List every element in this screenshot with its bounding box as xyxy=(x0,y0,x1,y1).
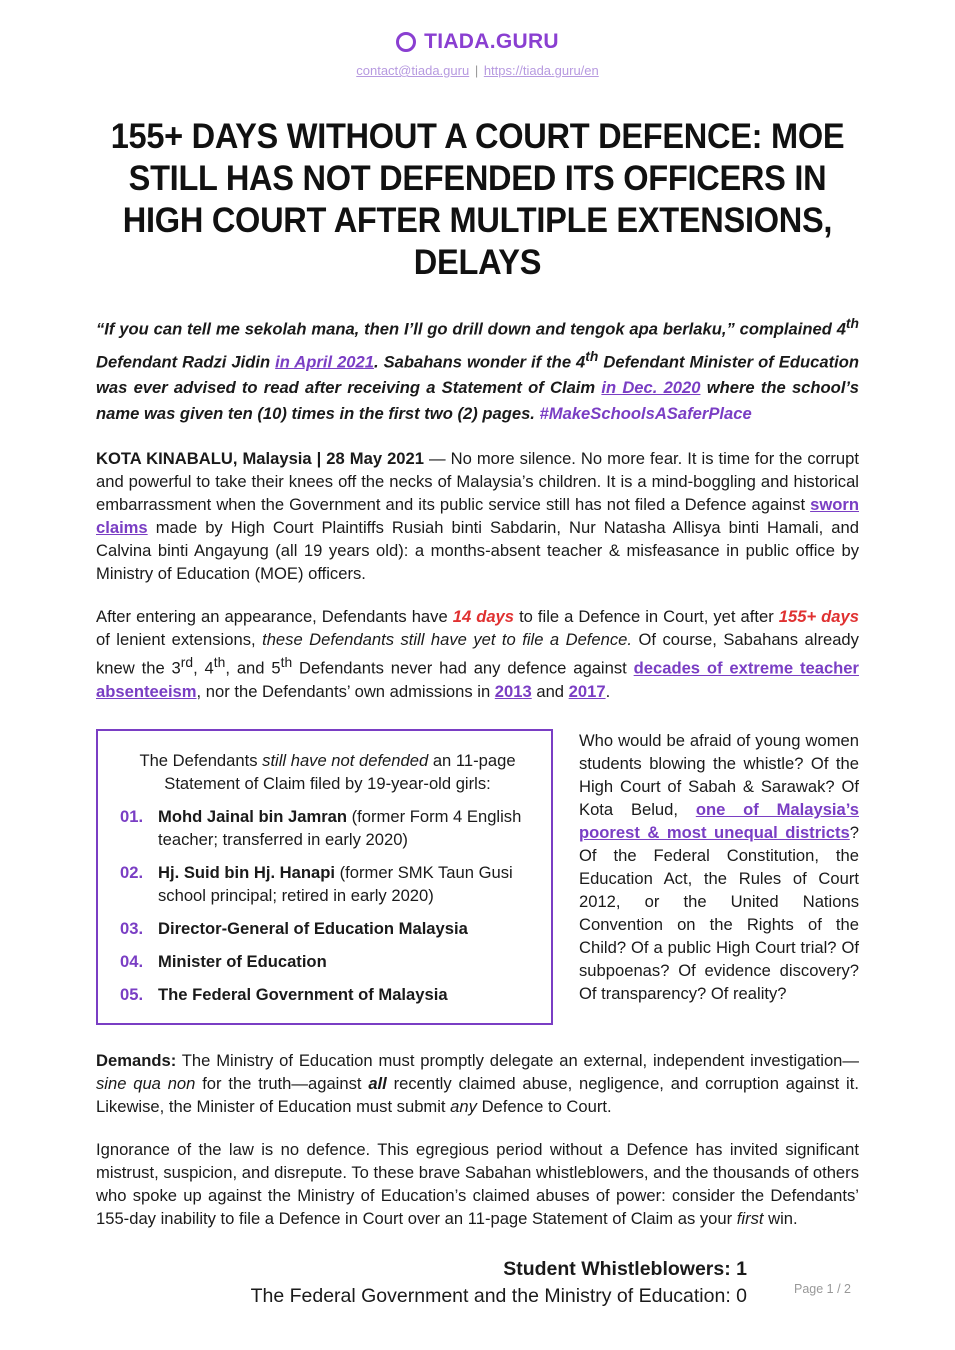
email-link[interactable]: contact@tiada.guru xyxy=(356,63,470,78)
defendant-name: Director-General of Education Malaysia xyxy=(158,918,468,938)
demands-label: Demands: xyxy=(96,1050,177,1070)
lead-quote: “If you can tell me sekolah mana, then I’ll go drill down and tengok apa berlaku,” complained xyxy=(96,319,832,339)
lead-defendant: Defendant Radzi Jidin xyxy=(96,352,271,372)
lead-mid2: Defendant Minister of Education was ever advised to read after receiving a Statement of Claim xyxy=(96,352,859,398)
dateline: KOTA KINABALU, Malaysia | 28 May 2021 xyxy=(96,449,424,469)
days-155: 155+ days xyxy=(778,607,859,627)
box-intro-a: The Defendants xyxy=(139,750,258,770)
page-title: 155+ DAYS WITHOUT A COURT DEFENCE: MOE STILL HAS NOT DEFENDED ITS OFFICERS IN HIGH COURT AFTER MULTIPLE EXTENSIONS, DELAYS xyxy=(110,117,845,282)
dec-2020-link[interactable]: in Dec. 2020 xyxy=(601,378,701,398)
list-item xyxy=(120,917,535,940)
dateline-dash: — xyxy=(423,449,451,469)
defendant-note: (former SMK Taun Gusi school principal; retired in early 2020) xyxy=(158,862,513,905)
lead-mid: . Sabahans wonder if the 4 xyxy=(374,352,586,372)
defendant-name: Hj. Suid bin Hj. Hanapi xyxy=(158,862,336,882)
p2-h: , nor the Defendants’ own admissions in xyxy=(196,681,491,701)
closing-b: win. xyxy=(768,1208,798,1228)
side-a: Who would be afraid of young women students blowing the whistle? Of the High Court of Sabah & Sarawak? Of Kota Belud, xyxy=(579,730,859,819)
closing-a: Ignorance of the law is no defence. This egregious period without a Defence has invited significant mistrust, suspicion, and disrepute. To these brave Sabahan whistleblowers, and the thousands of others who spoke up against the Ministry of Education’s claimed abuses of power: consider the Defendants’ 155-day inability to file a Defence in Court over an 11-page Statement of Claim as your xyxy=(96,1139,859,1228)
demands-paragraph xyxy=(96,1049,859,1118)
defendant-name: The Federal Government of Malaysia xyxy=(158,984,448,1004)
demands-all: all xyxy=(368,1073,387,1093)
page-header xyxy=(0,0,955,78)
website-link[interactable]: https://tiada.guru/en xyxy=(483,63,599,78)
p2-sup-rd: rd xyxy=(180,654,194,671)
demands-d: Defence to Court. xyxy=(481,1096,612,1116)
defendants-list xyxy=(120,805,535,1006)
closing-paragraph xyxy=(96,1138,859,1230)
lead-ordinal-sup: th xyxy=(845,315,859,331)
decades-absenteeism-link[interactable]: decades of extreme teacher absenteeism xyxy=(96,658,859,701)
brand-name: TIADA.GURU xyxy=(424,30,559,53)
sworn-claims-link[interactable]: sworn claims xyxy=(96,495,859,538)
lead-end: where the school’s name was given ten (10) times in the first two (2) pages. xyxy=(96,378,859,424)
p2-a: After entering an appearance, Defendants have xyxy=(96,607,448,627)
p2-period: . xyxy=(605,681,611,701)
circle-logo-icon xyxy=(396,32,416,52)
p2-sup-th2: th xyxy=(280,654,293,671)
p2-sup-th1: th xyxy=(213,654,226,671)
lead-paragraph xyxy=(96,310,859,427)
demands-any: any xyxy=(450,1096,477,1116)
list-number: 03. xyxy=(120,918,144,938)
p2-e: , 4 xyxy=(193,658,214,678)
days-14: 14 days xyxy=(452,607,515,627)
link-2017[interactable]: 2017 xyxy=(568,681,606,701)
contact-line xyxy=(0,63,955,78)
defendant-note: (former Form 4 English teacher; transferred in early 2020) xyxy=(158,806,522,849)
p2-c-italic: these Defendants still have yet to file a Defence. xyxy=(262,630,633,650)
contact-separator: | xyxy=(474,63,479,78)
list-item xyxy=(120,983,535,1006)
link-2013[interactable]: 2013 xyxy=(494,681,532,701)
p2-b: to file a Defence in Court, yet after xyxy=(519,607,774,627)
list-item xyxy=(120,861,535,907)
brand-logo[interactable] xyxy=(396,30,559,54)
defendant-name: Minister of Education xyxy=(158,951,327,971)
lead-mid-sup: th xyxy=(585,347,599,364)
p2-f: , and 5 xyxy=(225,658,281,678)
p2-c: of lenient extensions, xyxy=(96,630,256,650)
extensions-paragraph xyxy=(96,605,859,703)
kota-belud-link[interactable]: one of Malaysia’s poorest & most unequal districts xyxy=(579,799,859,842)
hashtag[interactable]: #MakeSchoolsASaferPlace xyxy=(539,404,752,424)
list-item xyxy=(120,805,535,851)
box-intro xyxy=(120,749,535,795)
list-number: 02. xyxy=(120,862,144,882)
defendant-name: Mohd Jainal bin Jamran xyxy=(158,806,348,826)
closing-first: first xyxy=(736,1208,764,1228)
demands-a: The Ministry of Education must promptly delegate an external, independent investigation— xyxy=(181,1050,859,1070)
defendants-box xyxy=(96,729,553,1025)
side-paragraph xyxy=(579,729,859,1005)
april-2021-link[interactable]: in April 2021 xyxy=(275,352,374,372)
intro-paragraph xyxy=(96,447,859,585)
p2-g: Defendants never had any defence against xyxy=(299,658,627,678)
page-number: Page 1 / 2 xyxy=(794,1282,851,1296)
lead-ordinal: 4 xyxy=(836,319,846,339)
intro-text-b: made by High Court Plaintiffs Rusiah binti Sabdarin, Nur Natasha Allisya binti Hamali, and Calvina binti Angayung (all 19 years old): a months-absent teacher & misfeasance in public office by Ministry of Education (MOE) officers. xyxy=(96,518,859,584)
list-number: 05. xyxy=(120,984,144,1004)
score-students: Student Whistleblowers: 1 xyxy=(503,1257,747,1280)
score-government: The Federal Government and the Ministry of Education: 0 xyxy=(250,1284,747,1307)
box-intro-b: an 11-page Statement of Claim filed by 19-year-old girls: xyxy=(164,750,516,793)
list-number: 01. xyxy=(120,806,144,826)
list-number: 04. xyxy=(120,951,144,971)
demands-c: recently claimed abuse, negligence, and corruption against it. Likewise, the Minister of Education must submit xyxy=(96,1073,859,1116)
demands-b: for the truth—against xyxy=(202,1073,362,1093)
p2-d: Of course, Sabahans already knew the 3 xyxy=(96,630,859,678)
two-column-section xyxy=(96,729,859,1031)
p2-and: and xyxy=(536,681,565,701)
box-intro-italic: still have not defended xyxy=(262,750,429,770)
demands-italic: sine qua non xyxy=(96,1073,196,1093)
side-b: ? Of the Federal Constitution, the Education Act, the Rules of Court 2012, or the United Nations Convention on the Rights of the Child? Of a public High Court trial? Of subpoenas? Of evidence discovery? Of transparency? Of reality? xyxy=(579,822,859,1003)
list-item xyxy=(120,950,535,973)
intro-text-a: No more silence. No more fear. It is time for the corrupt and powerful to take their knees off the necks of Malaysia’s children. It is a mind-boggling and historical embarrassment when the Government and its public service still has not filed a Defence against xyxy=(96,449,859,515)
score-block xyxy=(96,1256,747,1310)
